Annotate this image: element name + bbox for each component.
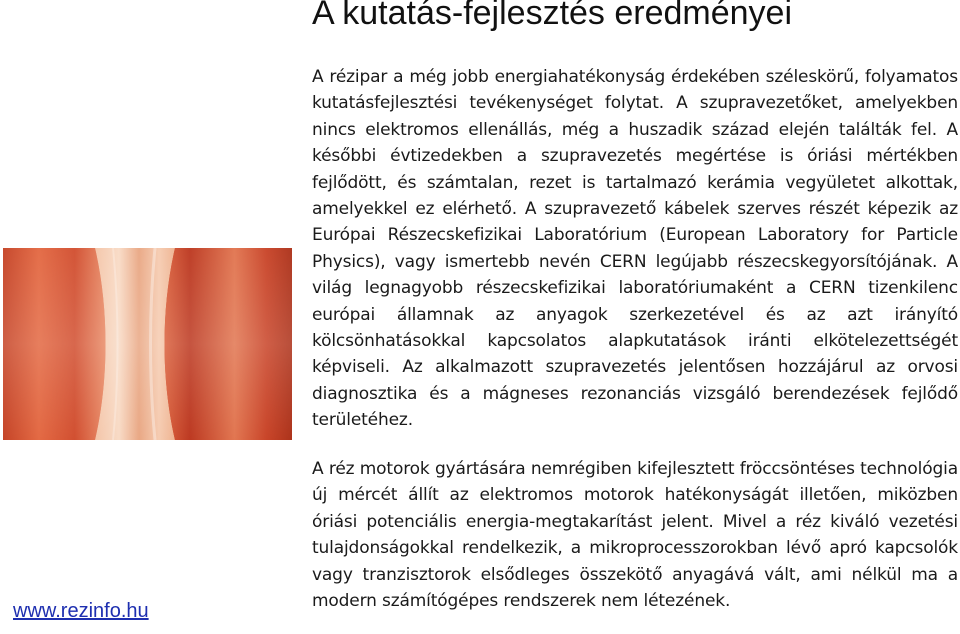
copper-rolls-image <box>3 248 292 440</box>
website-link[interactable]: www.rezinfo.hu <box>13 600 149 622</box>
body-paragraph-1: A rézipar a még jobb energiahatékonyság érdekében széleskörű, folyamatos kutatásfejlesztési tevékenységet folytat. A szupravezetőket, amelyekben nincs elektromos ellenállás, még a huszadik század elején találták fel. A későbbi évtizedekben a szupravezetés megértése is óriási mértékben fejlődött, és számtalan, rezet is tartalmazó kerámia vegyületet alkottak, amelyekkel ez elérhető. A szupravezető kábelek szerves részét képezik az Európai Részecskefizikai Laboratórium (European Laboratory for Particle Physics), vagy ismertebb nevén CERN legújabb részecskegyorsítójának. A világ legnagyobb részecskefizikai laboratóriumaként a CERN tizenkilenc európai államnak az anyagok szerkezetével és az azt irányító kölcsönhatásokkal kapcsolatos alapkutatások iránti elkötelezettségét képviseli. Az alkalmazott szupravezetés jelentősen hozzájárul az orvosi diagnosztika és a mágneses rezonanciás vizsgáló berendezések fejlődő területéhez. <box>312 67 958 431</box>
page-title: A kutatás-fejlesztés eredményei <box>312 0 793 32</box>
body-paragraph-2: A réz motorok gyártására nemrégiben kifejlesztett fröccsöntéses technológia új mércét állít az elektromos motorok hatékonyságát illetően, miközben óriási potenciális energia-megtakarítást jelent. Mivel a réz kiváló vezetési tulajdonságokkal rendelkezik, a mikroprocesszorokban lévő apró kapcsolók vagy tranzisztorok elsődleges összekötő anyagává vált, ami nélkül ma a modern számítógépes rendszerek nem létezének. <box>312 459 958 612</box>
